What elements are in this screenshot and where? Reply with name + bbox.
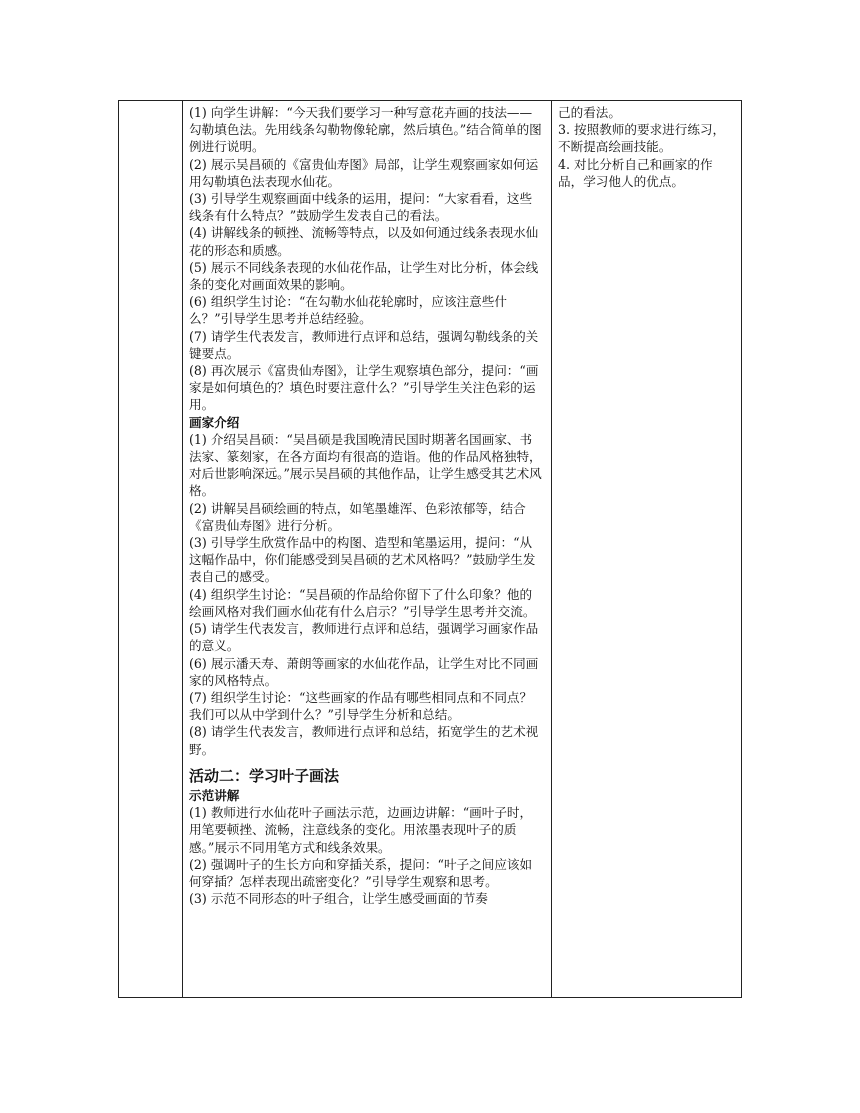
paragraph: (6) 展示潘天寿、萧朗等画家的水仙花作品，让学生对比不同画家的风格特点。	[189, 655, 539, 688]
paragraph: (1) 向学生讲解：“今天我们要学习一种写意花卉画的技法——勾勒填色法。先用线条勾勒物像轮廓，然后填色。”结合简单的图例进行说明。	[189, 105, 542, 155]
lesson-table	[118, 100, 742, 998]
paragraph: 4. 对比分析自己和画家的作品，学习他人的优点。	[558, 156, 713, 189]
paragraph: (4) 组织学生讨论：“吴昌硕的作品给你留下了什么印象？他的绘画风格对我们画水仙花有什么启示？”引导学生思考并交流。	[189, 586, 536, 619]
paragraph: (7) 请学生代表发言，教师进行点评和总结，强调勾勒线条的关键要点。	[189, 328, 539, 361]
paragraph: (2) 展示吴昌硕的《富贵仙寿图》局部，让学生观察画家如何运用勾勒填色法表现水仙花。	[189, 156, 539, 189]
teacher-activity-cell	[189, 104, 544, 907]
column-divider-right	[551, 101, 552, 997]
paragraph: (5) 请学生代表发言，教师进行点评和总结，强调学习画家作品的意义。	[189, 621, 539, 654]
paragraph: (1) 教师进行水仙花叶子画法示范，边画边讲解：“画叶子时，用笔要顿挫、流畅，注意线条的变化。用浓墨表现叶子的质感。”展示不同用笔方式和线条效果。	[189, 805, 533, 855]
paragraph: 己的看法。	[558, 105, 621, 120]
paragraph: (7) 组织学生讨论：“这些画家的作品有哪些相同点和不同点？我们可以从中学到什么？”引导学生分析和总结。	[189, 689, 533, 723]
paragraph: (3) 示范不同形态的叶子组合，让学生感受画面的节奏	[189, 891, 488, 907]
paragraph: (3) 引导学生欣赏作品中的构图、造型和笔墨运用，提问：“从这幅作品中，你们能感受到吴昌硕的艺术风格吗？”鼓励学生发表自己的感受。	[189, 535, 536, 585]
paragraph: (2) 讲解吴昌硕绘画的特点，如笔墨雄浑、色彩浓郁等，结合《富贵仙寿图》进行分析。	[189, 500, 526, 533]
paragraph: (3) 引导学生观察画面中线条的运用，提问：“大家看看，这些线条有什么特点？”鼓励学生发表自己的看法。	[189, 191, 533, 224]
paragraph: (8) 请学生代表发言，教师进行点评和总结，拓宽学生的艺术视野。	[189, 724, 539, 757]
student-activity-cell	[558, 104, 736, 190]
paragraph: (1) 介绍吴昌硕：“吴昌硕是我国晚清民国时期著名国画家、书法家、篆刻家，在各方面均有很高的造诣。他的作品风格独特，对后世影响深远。”展示吴昌硕的其他作品，让学生感受其艺术风格。	[189, 431, 542, 499]
paragraph: (2) 强调叶子的生长方向和穿插关系，提问：“叶子之间应该如何穿插？怎样表现出疏密变化？”引导学生观察和思考。	[189, 856, 533, 889]
paragraph: 3. 按照教师的要求进行练习，不断提高绘画技能。	[558, 122, 726, 155]
activity-title: 活动二：学习叶子画法	[189, 766, 340, 785]
paragraph: (5) 展示不同线条表现的水仙花作品，让学生对比分析，体会线条的变化对画面效果的影响。	[189, 259, 539, 293]
section-heading-artist: 画家介绍	[189, 414, 240, 430]
section-heading-demo: 示范讲解	[189, 787, 240, 803]
paragraph: (6) 组织学生讨论：“在勾勒水仙花轮廓时，应该注意些什么？”引导学生思考并总结经验。	[189, 294, 507, 327]
paragraph: (4) 讲解线条的顿挫、流畅等特点，以及如何通过线条表现水仙花的形态和质感。	[189, 225, 539, 258]
paragraph: (8) 再次展示《富贵仙寿图》，让学生观察填色部分，提问：“画家是如何填色的？填色时要注意什么？”引导学生关注色彩的运用。	[189, 363, 539, 413]
column-divider-left	[182, 101, 183, 997]
